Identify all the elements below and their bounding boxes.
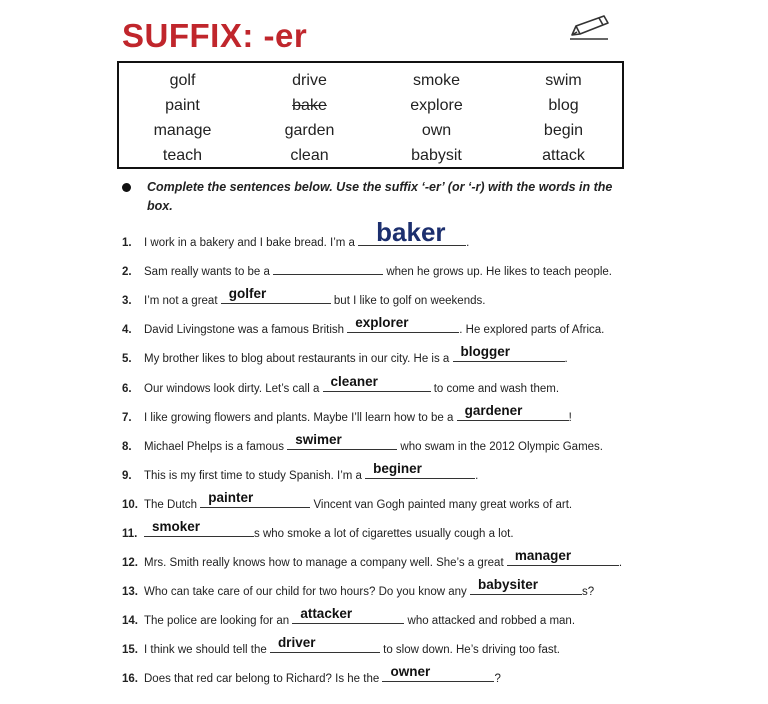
answer-text: cleaner (330, 374, 378, 389)
bullet-point (122, 183, 131, 192)
sentence-text-after: to come and wash them. (430, 383, 560, 395)
sentence-text-before: I think we should tell the (144, 644, 270, 656)
word-box-word: own (421, 122, 452, 139)
answer-blank[interactable] (470, 577, 582, 595)
answer-text: golfer (228, 286, 267, 301)
sentence-text-before: I like growing flowers and plants. Maybe I’ll learn how to be a (144, 412, 457, 424)
answer-text: manager (514, 548, 572, 563)
answer-text: attacker (300, 606, 353, 621)
sentence-text-after: when he grows up. He likes to teach people. (383, 266, 612, 278)
sentence-text-before: Does that red car belong to Richard? Is he the (144, 673, 383, 685)
word-box-word: babysit (411, 147, 462, 164)
answer-text: owner (390, 664, 431, 679)
sentence-text-before: My brother likes to blog about restaurants in our city. He is a (144, 353, 453, 365)
answer-blank[interactable] (453, 344, 565, 362)
sentence-number: 4. (122, 324, 132, 336)
sentence-number: 12. (122, 557, 138, 569)
answer-text: swimer (295, 432, 342, 447)
sentence-number: 9. (122, 470, 132, 482)
answer-text: explorer (355, 315, 409, 330)
answer-blank[interactable] (457, 403, 569, 421)
worksheet-title: SUFFIX: -er (122, 17, 308, 54)
answer-blank[interactable] (270, 635, 380, 653)
sentence-number: 16. (122, 673, 138, 685)
sentence-text-after: . (618, 557, 623, 569)
sentence-number: 13. (122, 586, 138, 598)
sentence-text-before: I work in a bakery and I bake bread. I’m a (144, 237, 359, 249)
word-box-word: teach (162, 147, 203, 164)
answer-blank[interactable] (382, 664, 494, 682)
word-box-word: begin (543, 122, 584, 139)
answer-text: painter (208, 490, 254, 505)
sentence-9 (122, 461, 479, 482)
word-box-word: explore (410, 97, 463, 114)
sentence-text-before: Mrs. Smith really knows how to manage a company well. She’s a great (144, 557, 507, 569)
sentence-text-after: s who smoke a lot of cigarettes usually cough a lot. (254, 528, 514, 540)
word-box-word: bake (292, 97, 327, 114)
answer-blank[interactable] (221, 286, 331, 304)
word-box (117, 61, 624, 169)
answer-blank[interactable] (347, 315, 459, 333)
answer-blank[interactable] (292, 606, 404, 624)
sentence-16 (122, 664, 501, 685)
sentence-text-before: Who can take care of our child for two hours? Do you know any (144, 586, 470, 598)
word-grid (119, 68, 622, 168)
word-box-word: blog (548, 97, 579, 114)
word-box-word: manage (153, 122, 212, 139)
word-box-word: clean (290, 147, 329, 164)
sentence-number: 6. (122, 383, 132, 395)
sentence-10 (122, 490, 573, 511)
answer-text: babysiter (478, 577, 539, 592)
answer-text: blogger (460, 344, 511, 359)
pencil-icon (568, 13, 612, 41)
sentence-text-after: . (564, 353, 568, 365)
sentence-number: 14. (122, 615, 138, 627)
word-box-word: smoke (412, 72, 461, 89)
word-box-word: golf (169, 72, 196, 89)
sentence-text-after: to slow down. He’s driving too fast. (379, 644, 560, 656)
sentence-3 (122, 286, 486, 307)
answer-text: gardener (464, 403, 523, 418)
sentence-text-before: Sam really wants to be a (144, 266, 274, 278)
sentence-text-after: Vincent van Gogh painted many great works of art. (310, 499, 573, 511)
answer-blank[interactable] (323, 374, 431, 392)
word-box-word: paint (165, 97, 200, 114)
sentence-text-before: I’m not a great (144, 295, 221, 307)
sentence-text-after: ! (568, 412, 572, 424)
instructions: Complete the sentences below. Use the suffix ‘-er’ (or ‘-r) with the words in the box. (147, 180, 613, 213)
sentence-number: 11. (122, 528, 138, 540)
sentence-text-after: ? (494, 673, 501, 685)
sentence-8 (122, 432, 603, 453)
sentence-text-after: . He explored parts of Africa. (459, 324, 605, 336)
sentence-number: 1. (122, 237, 132, 249)
sentence-4 (122, 315, 605, 336)
sentence-text-after: s? (582, 586, 595, 598)
sentence-text-before: The police are looking for an (144, 615, 293, 627)
answer-text: baker (376, 217, 446, 247)
sentence-number: 8. (122, 441, 132, 453)
sentence-2 (122, 262, 612, 278)
sentence-13 (122, 577, 595, 598)
sentence-text-after: but I like to golf on weekends. (330, 295, 486, 307)
sentence-number: 5. (122, 353, 132, 365)
answer-blank[interactable] (200, 490, 310, 508)
sentence-number: 3. (122, 295, 132, 307)
sentence-text-before: The Dutch (144, 499, 201, 511)
sentence-14 (122, 606, 576, 627)
answer-text: smoker (152, 519, 201, 534)
sentence-6 (122, 374, 560, 395)
word-box-word: swim (545, 72, 582, 89)
sentence-text-after: who attacked and robbed a man. (404, 615, 576, 627)
sentence-1 (122, 217, 470, 249)
answer-blank[interactable] (358, 217, 466, 247)
answer-blank[interactable] (365, 461, 475, 479)
sentence-number: 2. (122, 266, 132, 278)
answer-text: beginer (373, 461, 422, 476)
sentence-12 (122, 548, 623, 569)
sentence-text-after: . (466, 237, 470, 249)
sentence-11 (122, 519, 514, 540)
answer-text: driver (277, 635, 316, 650)
sentence-text-before: Our windows look dirty. Let’s call a (144, 383, 323, 395)
sentence-text-before: This is my first time to study Spanish. I’m a (144, 470, 366, 482)
answer-blank[interactable] (144, 519, 254, 537)
answer-blank[interactable] (507, 548, 619, 566)
answer-blank[interactable] (287, 432, 397, 450)
sentence-15 (122, 635, 560, 656)
word-box-word: garden (284, 122, 335, 139)
sentence-number: 7. (122, 412, 132, 424)
sentence-text-after: . (475, 470, 479, 482)
sentence-text-after: who swam in the 2012 Olympic Games. (397, 441, 603, 453)
answer-blank[interactable] (273, 262, 383, 275)
word-box-word: attack (542, 147, 585, 164)
sentence-5 (122, 344, 568, 365)
sentence-text-before: Michael Phelps is a famous (144, 441, 288, 453)
word-box-word: drive (292, 72, 327, 89)
sentence-number: 15. (122, 644, 138, 656)
sentence-number: 10. (122, 499, 138, 511)
sentence-text-before: David Livingstone was a famous British (144, 324, 348, 336)
sentence-7 (122, 403, 572, 424)
